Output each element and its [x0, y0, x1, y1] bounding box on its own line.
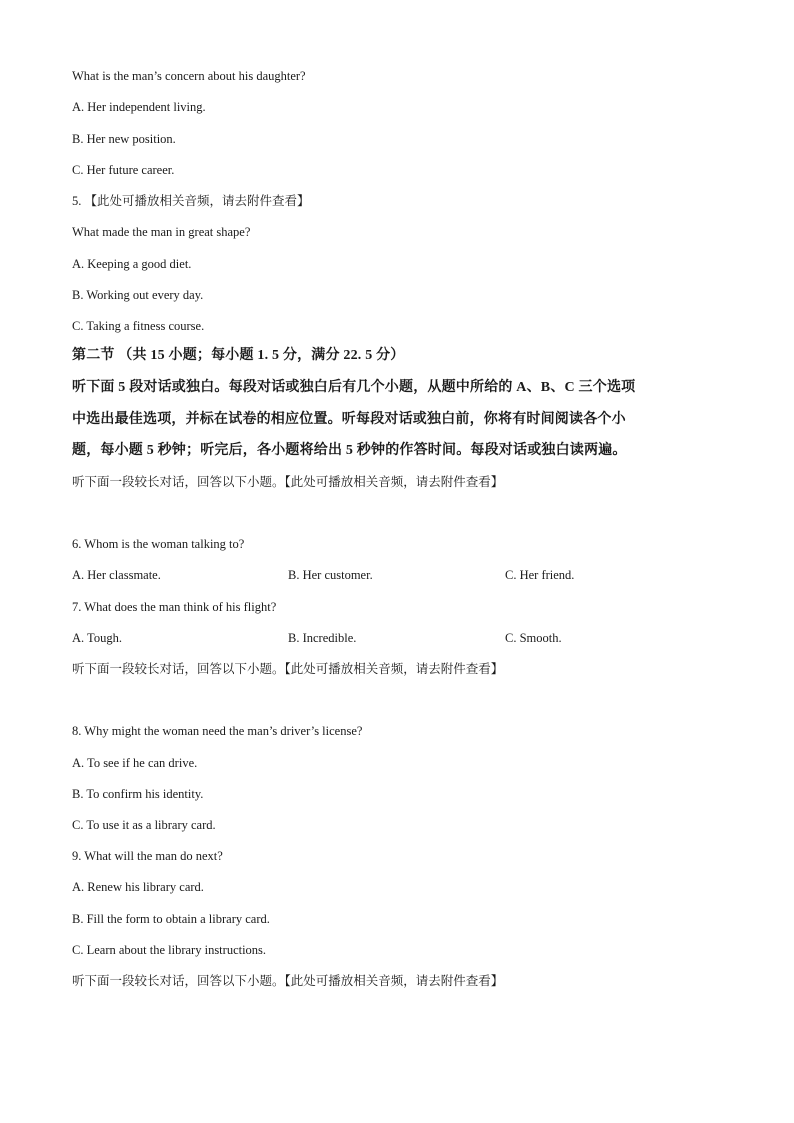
section2-title: 第二节 （共 15 小题；每小题 1. 5 分，满分 22. 5 分）: [72, 348, 405, 363]
q4-question: What is the man’s concern about his daughter?: [72, 69, 306, 83]
q8-option-b: B. To confirm his identity.: [72, 787, 204, 801]
q5-question: What made the man in great shape?: [72, 225, 251, 239]
q5-option-c: C. Taking a fitness course.: [72, 319, 205, 333]
q9-question: 9. What will the man do next?: [72, 849, 223, 863]
q5-option-b: B. Working out every day.: [72, 288, 204, 302]
q4-option-b: B. Her new position.: [72, 132, 176, 146]
q9-option-c: C. Learn about the library instructions.: [72, 943, 267, 957]
q9-option-b: B. Fill the form to obtain a library card.: [72, 912, 270, 926]
q5-header: 5. 【此处可播放相关音频，请去附件查看】: [72, 194, 310, 208]
section2-instructions-line2: 中选出最佳选项，并标在试卷的相应位置。听每段对话或独白前，你将有时间阅读各个小: [72, 412, 626, 427]
q7-question: 7. What does the man think of his flight?: [72, 600, 277, 614]
q8-option-c: C. To use it as a library card.: [72, 818, 216, 832]
q8-option-a: A. To see if he can drive.: [72, 756, 198, 770]
q6-option-c: C. Her friend.: [505, 568, 575, 582]
q8-question: 8. Why might the woman need the man’s driver’s license?: [72, 724, 363, 738]
q6-option-b: B. Her customer.: [288, 568, 373, 582]
q5-option-a: A. Keeping a good diet.: [72, 257, 192, 271]
q9-option-a: A. Renew his library card.: [72, 880, 204, 894]
q6-question: 6. Whom is the woman talking to?: [72, 537, 245, 551]
q7-option-c: C. Smooth.: [505, 631, 562, 645]
audio-notice-3: 听下面一段较长对话，回答以下小题。【此处可播放相关音频，请去附件查看】: [72, 974, 504, 988]
q4-option-c: C. Her future career.: [72, 163, 175, 177]
q4-option-a: A. Her independent living.: [72, 100, 206, 114]
q7-option-b: B. Incredible.: [288, 631, 357, 645]
audio-notice-2: 听下面一段较长对话，回答以下小题。【此处可播放相关音频，请去附件查看】: [72, 662, 504, 676]
audio-notice-1: 听下面一段较长对话，回答以下小题。【此处可播放相关音频，请去附件查看】: [72, 475, 504, 489]
q7-option-a: A. Tough.: [72, 631, 122, 645]
section2-instructions-line3: 题，每小题 5 秒钟；听完后，各小题将给出 5 秒钟的作答时间。每段对话或独白读两遍。: [72, 443, 627, 458]
section2-instructions-line1: 听下面 5 段对话或独白。每段对话或独白后有几个小题，从题中所给的 A、B、C 三个选项: [72, 380, 636, 395]
q6-option-a: A. Her classmate.: [72, 568, 161, 582]
